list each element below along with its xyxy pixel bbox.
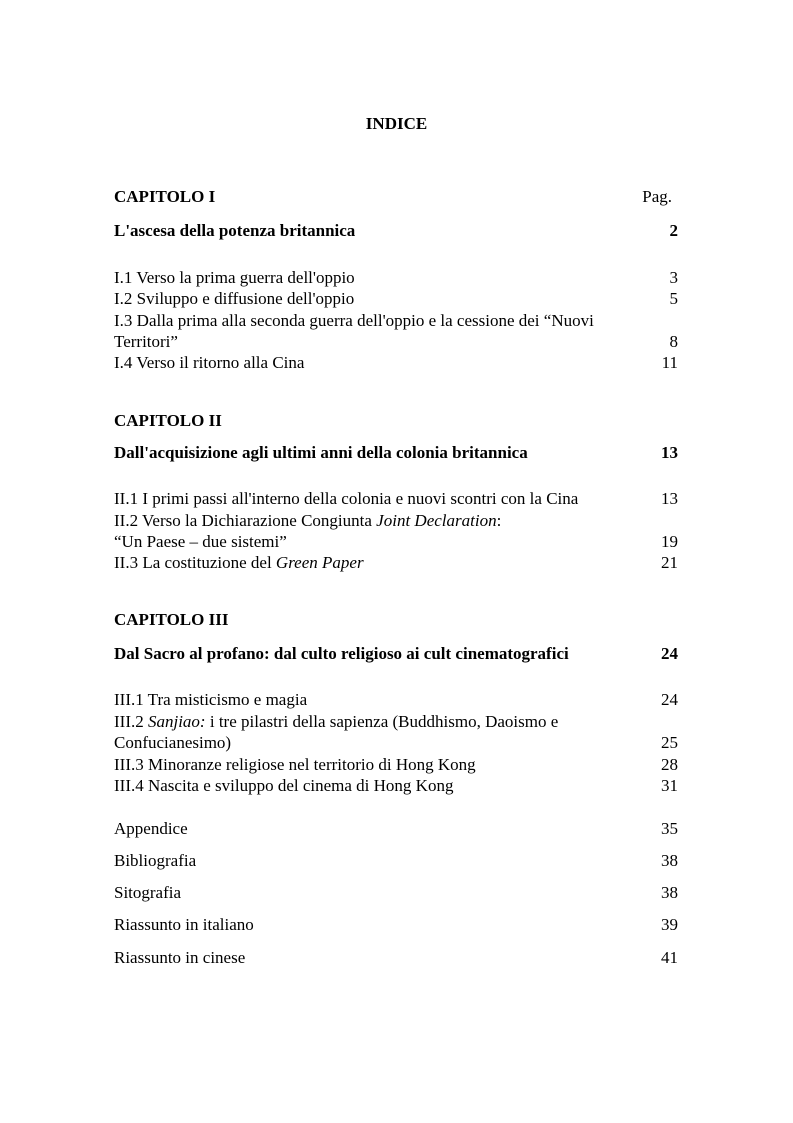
- toc-entry-page: 24: [661, 690, 678, 709]
- toc-extra-page: 38: [661, 883, 678, 902]
- toc-extra-riassunto-cinese: Riassunto in cinese: [114, 948, 246, 967]
- toc-extra-bibliografia: Bibliografia: [114, 851, 197, 870]
- toc-entry-page: 11: [661, 353, 678, 372]
- toc-entry: [114, 712, 558, 732]
- toc-extra-appendice: Appendice: [114, 819, 188, 838]
- toc-extra-page: 38: [661, 851, 678, 870]
- toc-entry-page: 21: [661, 553, 678, 572]
- toc-entry: I.2 Sviluppo e diffusione dell'oppio: [114, 289, 355, 308]
- toc-entry: I.1 Verso la prima guerra dell'oppio: [114, 268, 355, 287]
- pag-label: Pag.: [642, 187, 672, 206]
- chapter-2-heading: Dall'acquisizione agli ultimi anni della colonia britannica: [114, 443, 528, 462]
- toc-entry-page: 5: [669, 289, 678, 308]
- toc-entry-page: 31: [661, 776, 678, 795]
- toc-entry: I.4 Verso il ritorno alla Cina: [114, 353, 305, 372]
- toc-entry-italic: Sanjiao:: [147, 712, 206, 731]
- toc-entry-page: 25: [661, 733, 678, 752]
- chapter-1-heading: L'ascesa della potenza britannica: [114, 221, 356, 240]
- toc-entry: I.3 Dalla prima alla seconda guerra dell'oppio e la cessione dei “Nuovi: [114, 311, 594, 330]
- toc-extra-page: 35: [661, 819, 678, 838]
- toc-entry-italic: Joint Declaration: [376, 511, 497, 530]
- toc-extra-riassunto-italiano: Riassunto in italiano: [114, 915, 254, 934]
- toc-entry: III.4 Nascita e sviluppo del cinema di Hong Kong: [114, 776, 454, 795]
- toc-entry-continuation: “Un Paese – due sistemi”: [114, 532, 287, 551]
- chapter-1-label: CAPITOLO I: [114, 187, 216, 206]
- toc-entry: II.1 I primi passi all'interno della colonia e nuovi scontri con la Cina: [114, 489, 579, 508]
- toc-entry-page: 28: [661, 755, 678, 774]
- toc-entry-continuation: Territori”: [114, 332, 178, 351]
- page-title: INDICE: [365, 114, 428, 133]
- toc-entry-continuation: Confucianesimo): [114, 733, 232, 752]
- toc-entry-page: 13: [661, 489, 678, 508]
- toc-entry-prefix: III.2: [114, 712, 148, 731]
- toc-entry: [114, 511, 501, 531]
- chapter-2-heading-page: 13: [661, 443, 678, 462]
- chapter-3-label: CAPITOLO III: [114, 610, 229, 629]
- toc-entry-text-after: :: [496, 511, 502, 530]
- toc-extra-page: 39: [661, 915, 678, 934]
- toc-entry: [114, 553, 364, 573]
- toc-entry-text: II.3 La costituzione del: [114, 553, 276, 572]
- chapter-2-label: CAPITOLO II: [114, 411, 222, 430]
- toc-entry-page: 3: [669, 268, 678, 287]
- chapter-3-heading-page: 24: [661, 644, 678, 663]
- toc-entry-text: i tre pilastri della sapienza (Buddhismo, Daoismo e: [205, 712, 559, 731]
- chapter-3-heading: Dal Sacro al profano: dal culto religioso ai cult cinematografici: [114, 644, 569, 663]
- chapter-1-heading-page: 2: [669, 221, 678, 240]
- toc-entry-page: 19: [661, 532, 678, 551]
- toc-entry: III.3 Minoranze religiose nel territorio di Hong Kong: [114, 755, 476, 774]
- toc-extra-sitografia: Sitografia: [114, 883, 182, 902]
- toc-entry-text: II.2 Verso la Dichiarazione Congiunta: [114, 511, 377, 530]
- toc-extra-page: 41: [661, 948, 678, 967]
- toc-entry-page: 8: [669, 332, 678, 351]
- toc-entry-italic: Green Paper: [275, 553, 364, 572]
- toc-entry: III.1 Tra misticismo e magia: [114, 690, 308, 709]
